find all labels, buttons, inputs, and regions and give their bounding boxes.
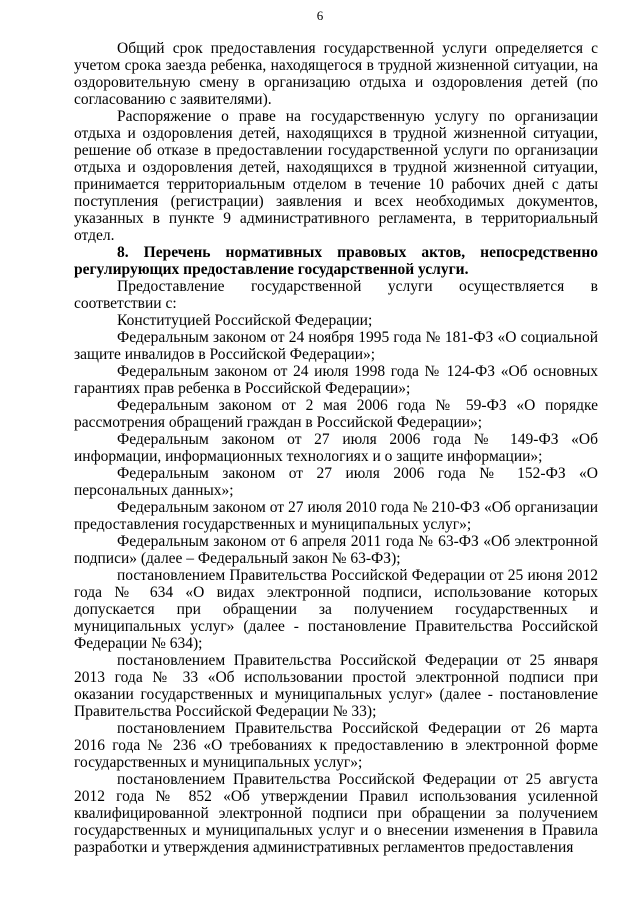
page-number: 6 <box>316 8 324 23</box>
paragraph: Общий срок предоставления государственной услуги определяется с учетом срока заезда ребенка, находящегося в трудной жизненной ситуации, на оздоровительную смену в организацию отдыха и оздоровления детей (по согласованию с заявителями). <box>74 40 598 108</box>
paragraph: Распоряжение о праве на государственную услугу по организации отдыха и оздоровления детей, находящихся в трудной жизненной ситуации, решение об отказе в предоставлении государственной услуги по организации отдыха и оздоровления детей, находящихся в трудной жизненной ситуации, принимается территориальным отделом в течение 10 рабочих дней с даты поступления (регистрации) заявления и всех необходимых документов, указанных в пункте 9 административного регламента, в территориальный отдел. <box>74 108 598 244</box>
paragraph: постановлением Правительства Российской Федерации от 25 июня 2012 года № 634 «О видах электронной подписи, использование которых допускается при обращении за получением государственных и муниципальных услуг» (далее - постановление Правительства Российской Федерации № 634); <box>74 567 598 652</box>
paragraph: Федеральным законом от 24 июля 1998 года № 124-ФЗ «Об основных гарантиях прав ребенка в Российской Федерации»; <box>74 363 598 397</box>
paragraph: Федеральным законом от 27 июля 2006 года № 152-ФЗ «О персональных данных»; <box>74 465 598 499</box>
paragraph: Предоставление государственной услуги осуществляется в соответствии с: <box>74 278 598 312</box>
paragraph: Федеральным законом от 2 мая 2006 года № 59-ФЗ «О порядке рассмотрения обращений граждан в Российской Федерации»; <box>74 397 598 431</box>
document-body <box>74 40 598 856</box>
paragraph: постановлением Правительства Российской Федерации от 25 января 2013 года № 33 «Об использовании простой электронной подписи при оказании государственных и муниципальных услуг» (далее - постановление Правительства Российской Федерации № 33); <box>74 652 598 720</box>
paragraph: Федеральным законом от 24 ноября 1995 года № 181-ФЗ «О социальной защите инвалидов в Российской Федерации»; <box>74 329 598 363</box>
paragraph: Федеральным законом от 27 июля 2006 года № 149-ФЗ «Об информации, информационных технологиях и о защите информации»; <box>74 431 598 465</box>
paragraph: Конституцией Российской Федерации; <box>117 312 373 329</box>
paragraph: Федеральным законом от 27 июля 2010 года № 210-ФЗ «Об организации предоставления государственных и муниципальных услуг»; <box>74 499 598 533</box>
section-heading: 8. Перечень нормативных правовых актов, непосредственно регулирующих предоставление государственной услуги. <box>74 244 598 278</box>
paragraph: постановлением Правительства Российской Федерации от 25 августа 2012 года № 852 «Об утверждении Правил использования усиленной квалифицированной электронной подписи при обращении за получением государственных и муниципальных услуг и о внесении изменения в Правила разработки и утверждения административных регламентов предоставления <box>74 771 598 856</box>
paragraph: постановлением Правительства Российской Федерации от 26 марта 2016 года № 236 «О требованиях к предоставлению в электронной форме государственных и муниципальных услуг»; <box>74 720 598 771</box>
paragraph: Федеральным законом от 6 апреля 2011 года № 63-ФЗ «Об электронной подписи» (далее – Федеральный закон № 63-ФЗ); <box>74 533 598 567</box>
